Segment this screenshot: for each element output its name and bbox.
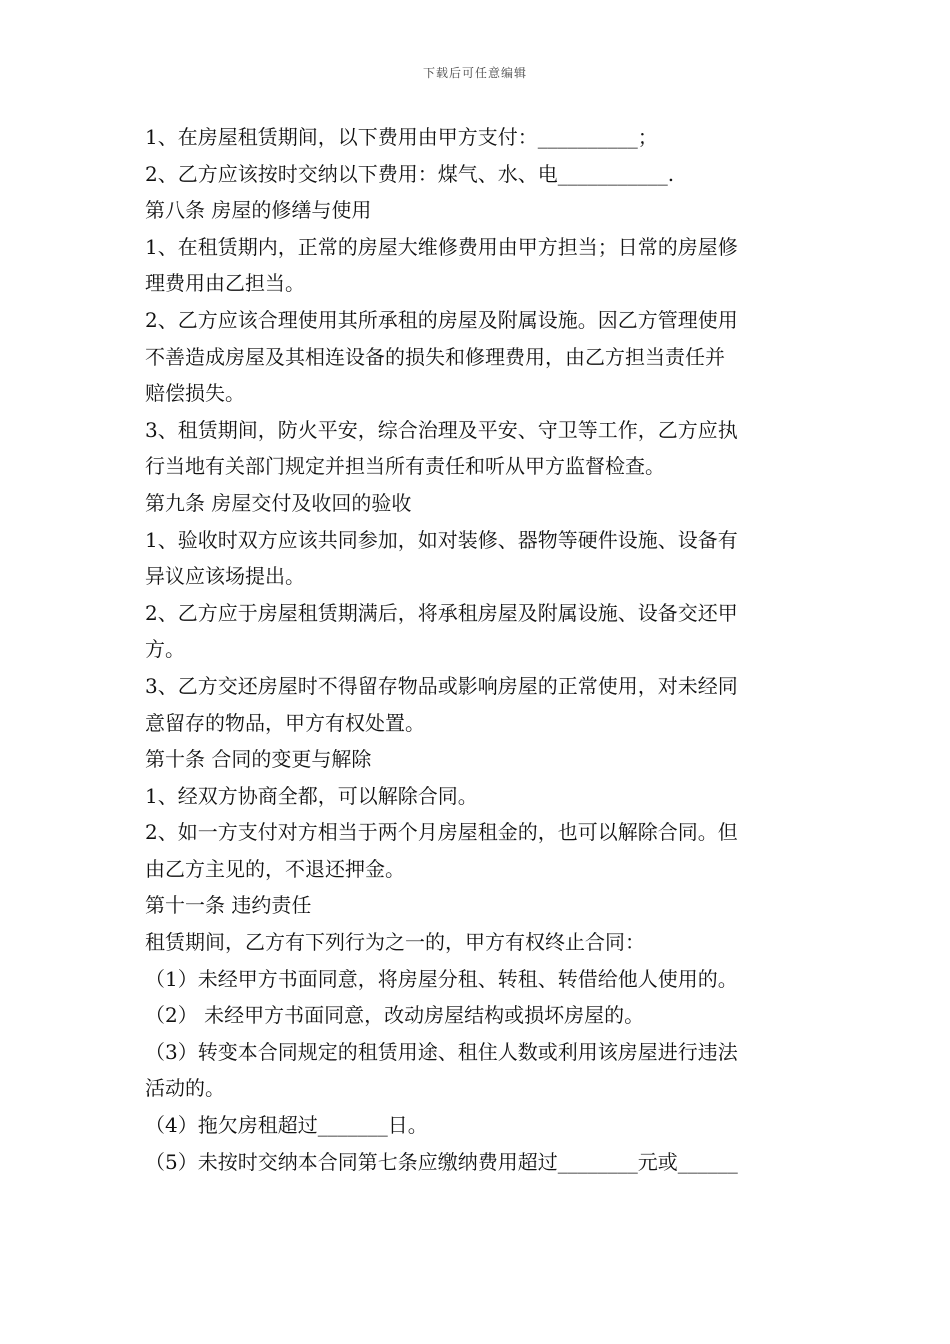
text-line: 1、经双方协商全都，可以解除合同。 xyxy=(145,783,478,808)
text-line: 方。 xyxy=(145,637,185,662)
section-heading: 第十条 合同的变更与解除 xyxy=(145,747,372,772)
text-line: 3、租赁期间，防火平安，综合治理及平安、守卫等工作，乙方应执 xyxy=(145,417,738,442)
text-line: （5）未按时交纳本合同第七条应缴纳费用超过________元或______ xyxy=(145,1149,738,1174)
text-line: 1、在租赁期内，正常的房屋大维修费用由甲方担当；日常的房屋修 xyxy=(145,234,738,259)
text-line: 1、在房屋租赁期间，以下费用由甲方支付：__________； xyxy=(145,125,658,149)
text-line: 2、乙方应该按时交纳以下费用：煤气、水、电___________. xyxy=(145,161,675,186)
section-heading: 第八条 房屋的修缮与使用 xyxy=(145,198,372,223)
text-line: 1、验收时双方应该共同参加，如对装修、器物等硬件设施、设备有 xyxy=(145,527,738,552)
text-line: 2、乙方应该合理使用其所承租的房屋及附属设施。因乙方管理使用 xyxy=(145,307,738,332)
text-line: 活动的。 xyxy=(145,1076,225,1101)
text-line: 异议应该场提出。 xyxy=(145,564,305,589)
text-line: 理费用由乙担当。 xyxy=(145,271,305,296)
text-line: 3、乙方交还房屋时不得留存物品或影响房屋的正常使用，对未经同 xyxy=(145,673,738,698)
text-line: 由乙方主见的，不退还押金。 xyxy=(145,856,405,881)
text-line: （2） 未经甲方书面同意，改动房屋结构或损坏房屋的。 xyxy=(145,1003,645,1028)
text-line: （3）转变本合同规定的租赁用途、租住人数或利用该房屋进行违法 xyxy=(145,1039,738,1064)
text-line: 2、如一方支付对方相当于两个月房屋租金的，也可以解除合同。但 xyxy=(145,820,738,845)
page-header: 下载后可任意编辑 xyxy=(422,66,527,80)
text-line: 租赁期间，乙方有下列行为之一的，甲方有权终止合同： xyxy=(145,930,645,955)
text-line: 赔偿损失。 xyxy=(145,381,245,406)
text-line: （1）未经甲方书面同意，将房屋分租、转租、转借给他人使用的。 xyxy=(145,966,738,991)
text-line: 2、乙方应于房屋租赁期满后，将承租房屋及附属设施、设备交还甲 xyxy=(145,600,738,625)
section-heading: 第九条 房屋交付及收回的验收 xyxy=(145,490,412,515)
text-line: 意留存的物品，甲方有权处置。 xyxy=(145,710,425,735)
text-line: （4）拖欠房租超过_______日。 xyxy=(145,1113,428,1138)
text-line: 不善造成房屋及其相连设备的损失和修理费用，由乙方担当责任并 xyxy=(145,344,725,369)
section-heading: 第十一条 违约责任 xyxy=(145,893,312,918)
text-line: 行当地有关部门规定并担当所有责任和听从甲方监督检查。 xyxy=(145,454,665,479)
document-body xyxy=(145,119,810,1180)
